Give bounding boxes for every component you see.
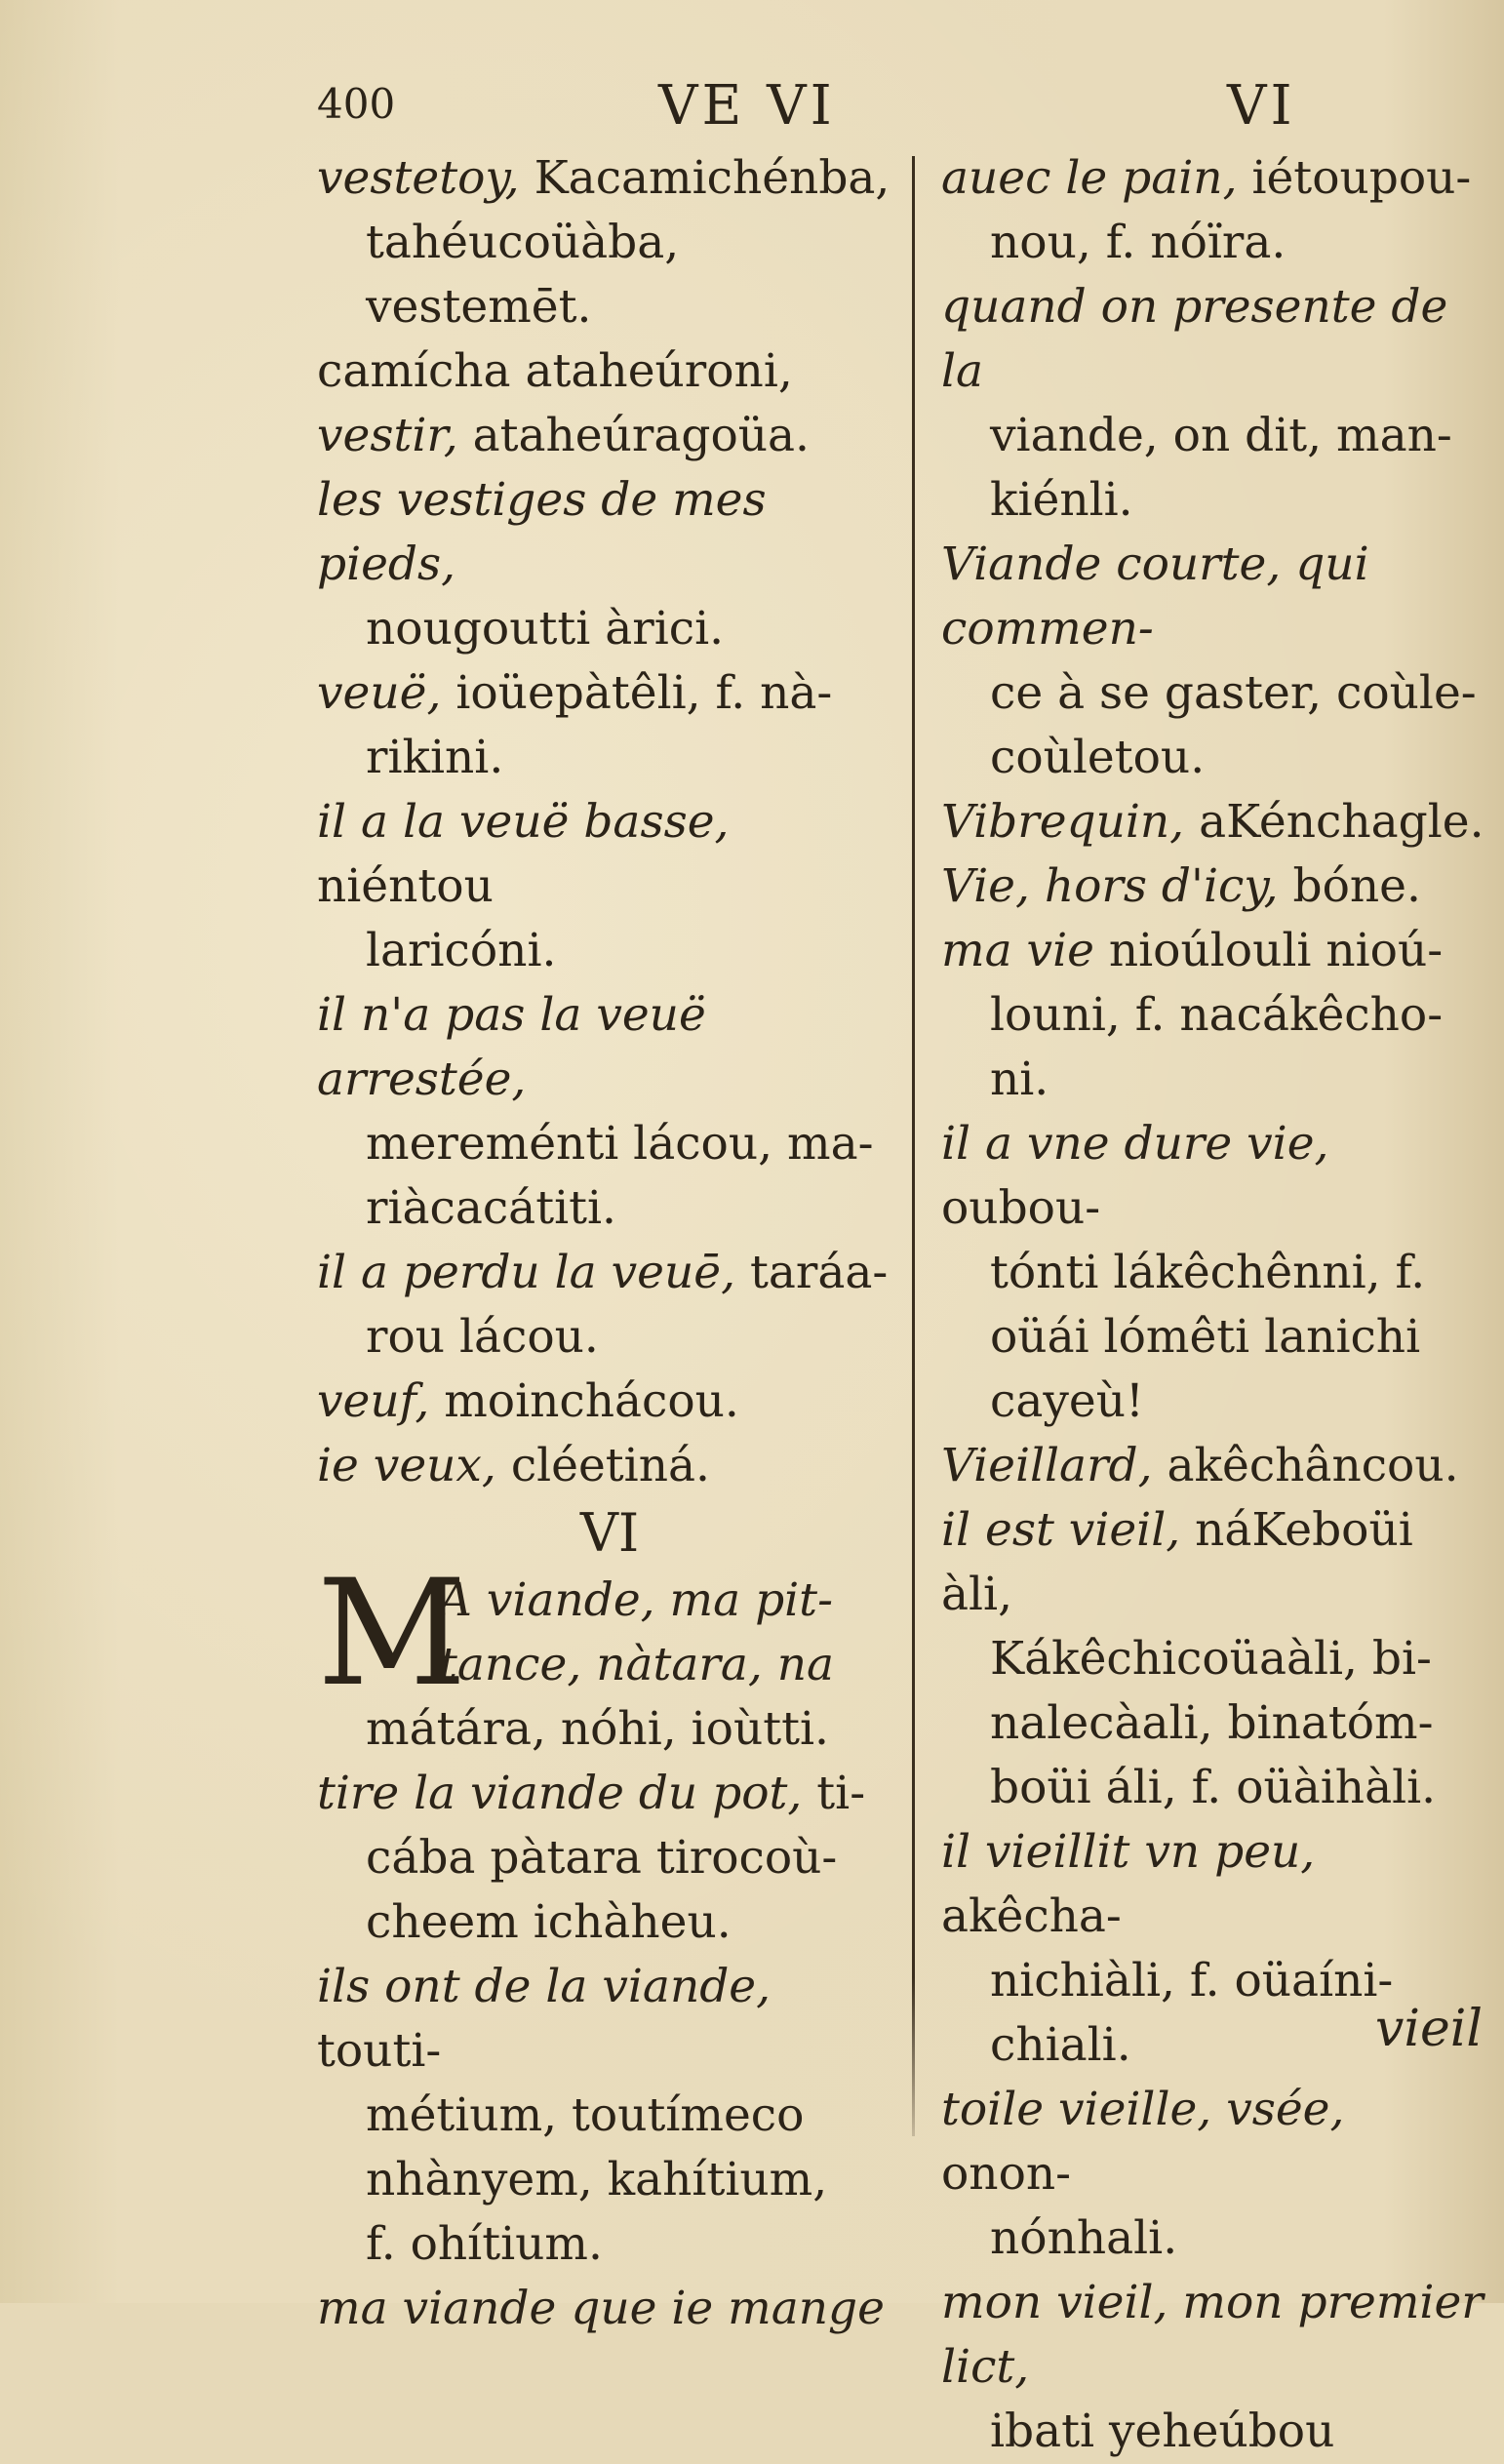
dictionary-entry xyxy=(317,1241,902,1370)
continuation-line: kiénli. xyxy=(990,473,1133,527)
carib-translation: ioüepàtêli, f. nà- xyxy=(441,666,833,720)
continuation-line: viande, on dit, man- xyxy=(990,409,1452,462)
continuation-line: nichiàli, f. oüaíni- xyxy=(990,1954,1394,2007)
carib-translation: camícha ataheúroni, xyxy=(317,344,793,398)
dictionary-entry xyxy=(941,1112,1487,1434)
section-heading: VI xyxy=(579,1502,640,1564)
dictionary-entry xyxy=(317,661,902,790)
carib-translation: Kacamichénba, xyxy=(519,151,891,205)
french-headword: il a la veuë basse, xyxy=(317,795,730,849)
french-headword: Viande courte, qui commen- xyxy=(941,537,1369,656)
carib-translation: moinchácou. xyxy=(429,1374,739,1428)
continuation-line: cheem ichàheu. xyxy=(366,1895,732,1949)
dropcap-line: A viande, ma pit- xyxy=(439,1573,833,1627)
continuation-line: mereménti lácou, ma- xyxy=(366,1117,874,1171)
dictionary-entry xyxy=(941,1498,1487,1820)
french-headword: vestetoy, xyxy=(317,151,520,205)
continuation-line: métium, toutímeco xyxy=(366,2088,805,2142)
dictionary-entry xyxy=(317,339,902,404)
continuation-line: coùletou. xyxy=(990,731,1206,784)
continuation-line: rou lácou. xyxy=(366,1310,599,1364)
carib-translation: ataheúragoüa. xyxy=(457,409,810,462)
continuation-line: ce à se gaster, coùle- xyxy=(990,666,1477,720)
french-headword: vestir, xyxy=(317,409,458,462)
dictionary-entry xyxy=(941,2271,1487,2464)
french-headword: ma vie xyxy=(941,924,1094,977)
french-headword: il a perdu la veuē, xyxy=(317,1246,736,1299)
french-headword: ils ont de la viande, xyxy=(317,1960,772,2013)
carib-translation: nioúlouli nioú- xyxy=(1093,924,1444,977)
dictionary-entry xyxy=(941,2078,1487,2271)
continuation-line: riàcacátiti. xyxy=(366,1181,616,1235)
french-headword: il est vieil, xyxy=(941,1503,1181,1557)
continuation-line: chiali. xyxy=(990,2018,1131,2072)
dictionary-entry xyxy=(317,1762,902,1955)
continuation-line: tahéucoüàba, vestemēt. xyxy=(366,216,680,334)
carib-translation: iétoupou- xyxy=(1237,151,1472,205)
french-headword: les vestiges de mes pieds, xyxy=(317,473,767,591)
french-headword: auec le pain, xyxy=(941,151,1238,205)
dictionary-entry xyxy=(941,1434,1487,1498)
drop-capital: M xyxy=(317,1549,467,1719)
carib-translation: oubou- xyxy=(941,1181,1101,1235)
continuation-line: cayeù! xyxy=(990,1374,1144,1428)
running-header xyxy=(0,68,1504,146)
continuation-line: nougoutti àrici. xyxy=(366,602,725,656)
continuation-line: nou, f. nóïra. xyxy=(990,216,1286,269)
dictionary-entry xyxy=(941,790,1487,854)
continuation-line: rikini. xyxy=(366,731,504,784)
dictionary-entry xyxy=(941,854,1487,919)
french-headword: il vieillit vn peu, xyxy=(941,1825,1316,1879)
french-headword: ie veux, xyxy=(317,1439,496,1492)
continuation-line: ibati yeheúbou xyxy=(990,2404,1335,2458)
right-column xyxy=(941,146,1487,2464)
dictionary-entry xyxy=(317,1370,902,1434)
dictionary-entry xyxy=(941,919,1487,1112)
continuation-line: louni, f. nacákêcho- xyxy=(990,988,1444,1042)
catchword: vieil xyxy=(1375,2000,1484,2058)
dropcap-line: mátára, nóhi, ioùtti. xyxy=(366,1702,829,1756)
french-headword: quand on presente de la xyxy=(941,280,1448,398)
continuation-line: Kákêchicoüaàli, bi- xyxy=(990,1632,1432,1686)
french-headword: Vie, hors d'icy, xyxy=(941,859,1279,913)
carib-translation: touti- xyxy=(317,2024,442,2078)
continuation-line: oüái lómêti lanichi xyxy=(990,1310,1421,1364)
continuation-line: nónhali. xyxy=(990,2211,1178,2265)
continuation-line: f. ohítium. xyxy=(366,2217,603,2271)
french-headword: veuf, xyxy=(317,1374,430,1428)
carib-translation: niéntou xyxy=(317,859,494,913)
continuation-line: cába pàtara tirocoù- xyxy=(366,1831,838,1885)
continuation-line: ni. xyxy=(990,1053,1049,1106)
french-headword: Vieillard, xyxy=(941,1439,1153,1492)
french-headword: veuë, xyxy=(317,666,442,720)
dictionary-entry xyxy=(317,404,902,468)
dictionary-entry xyxy=(317,983,902,1241)
dictionary-entry xyxy=(317,790,902,983)
french-headword: Vibrequin, xyxy=(941,795,1185,849)
french-headword: il n'a pas la veuë arrestée, xyxy=(317,988,706,1106)
continuation-line: boüi áli, f. oüàihàli. xyxy=(990,1761,1437,1814)
french-headword: toile vieille, vsée, xyxy=(941,2083,1345,2136)
dropcap-line: tance, nàtara, na xyxy=(439,1638,835,1691)
continuation-line: laricóni. xyxy=(366,924,557,977)
carib-translation: cléetiná. xyxy=(495,1439,710,1492)
french-headword: tire la viande du pot, xyxy=(317,1767,803,1820)
continuation-line: nhànyem, kahítium, xyxy=(366,2153,828,2206)
carib-translation: akêchâncou. xyxy=(1152,1439,1459,1492)
left-running-head: VE VI xyxy=(658,74,836,138)
page-number: 400 xyxy=(317,80,396,128)
dictionary-entry xyxy=(941,533,1487,790)
carib-translation: akêcha- xyxy=(941,1889,1122,1943)
french-headword: ma viande que ie mange xyxy=(317,2282,885,2335)
carib-translation: bóne. xyxy=(1278,859,1421,913)
french-headword: il a vne dure vie, xyxy=(941,1117,1329,1171)
carib-translation: náKeboüi àli, xyxy=(941,1503,1413,1621)
continuation-line: tónti lákêchênni, f. xyxy=(990,1246,1426,1299)
dictionary-entry xyxy=(317,146,902,339)
dictionary-entry xyxy=(941,275,1487,533)
right-running-head: VI xyxy=(1227,74,1296,138)
carib-translation: taráa- xyxy=(735,1246,889,1299)
dictionary-entry xyxy=(317,1955,902,2277)
dictionary-entry xyxy=(317,468,902,661)
carib-translation: aKénchagle. xyxy=(1184,795,1484,849)
dictionary-entry xyxy=(317,2277,902,2341)
french-headword: mon vieil, mon premier lict, xyxy=(941,2276,1484,2394)
dictionary-entry xyxy=(317,1434,902,1498)
carib-translation: onon- xyxy=(941,2147,1072,2201)
continuation-line: nalecàali, binatóm- xyxy=(990,1696,1434,1750)
dropcap-entry xyxy=(317,1549,902,1762)
dictionary-entry xyxy=(941,146,1487,275)
column-divider xyxy=(912,156,915,2136)
carib-translation: ti- xyxy=(802,1767,866,1820)
left-column xyxy=(317,146,902,2341)
